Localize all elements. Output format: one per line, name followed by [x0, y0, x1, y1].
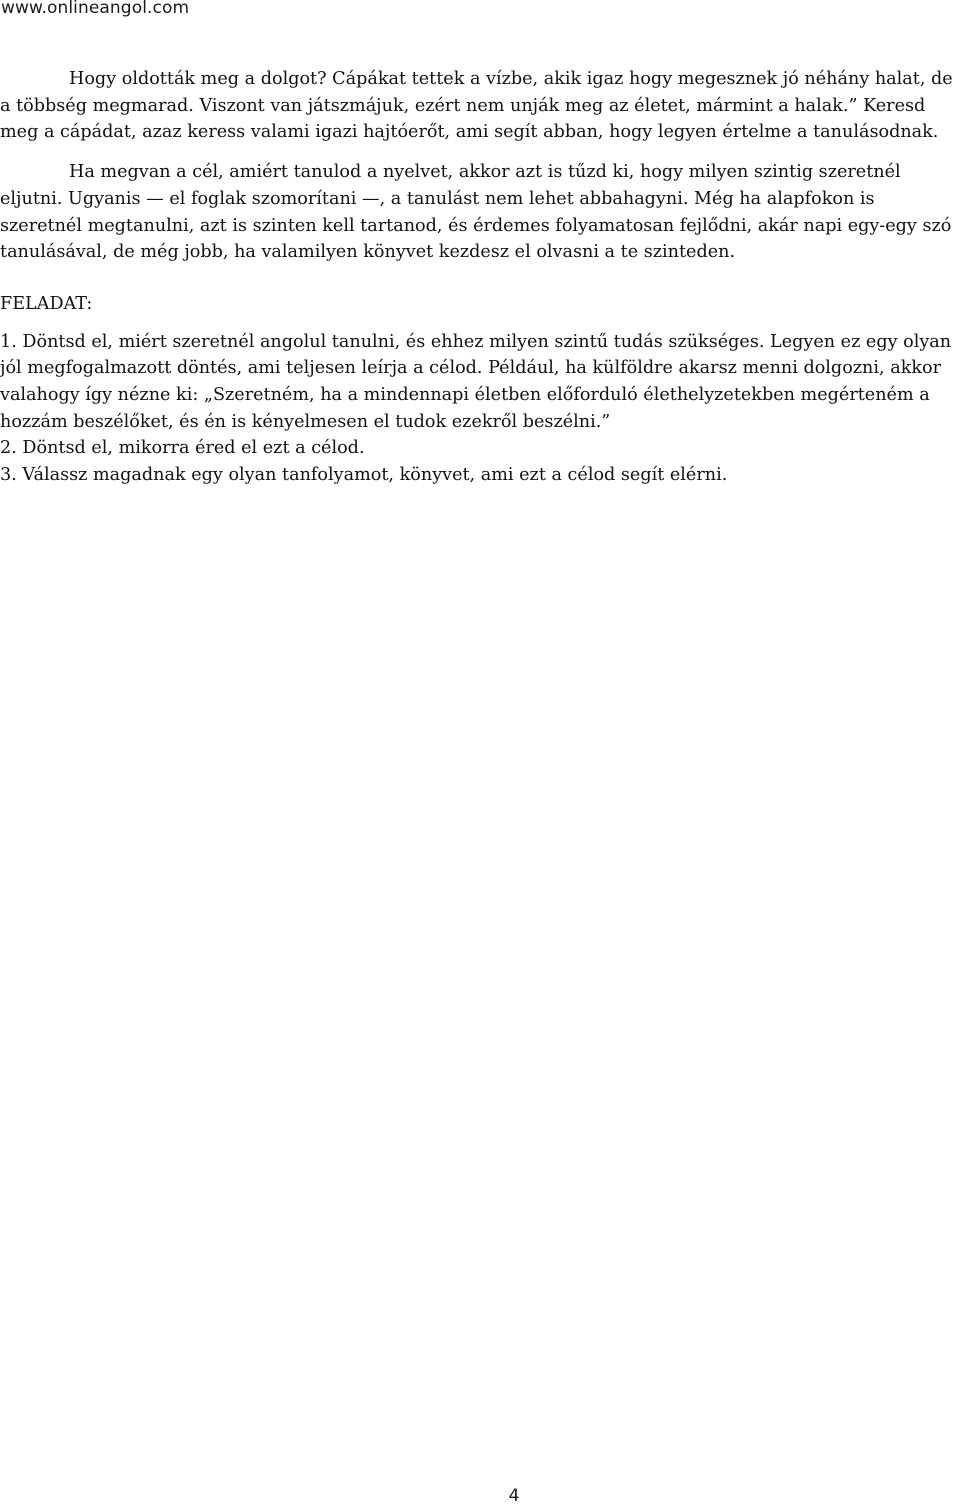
- paragraph-2: Ha megvan a cél, amiért tanulod a nyelvet, akkor azt is tűzd ki, hogy milyen szintig szeretnél eljutni. Ugyanis — el foglak szomorítani —, a tanulást nem lehet abbahagyni. Még ha alapfokon is szeretnél megtanulni, azt is szinten kell tartanod, és érdemes folyamatosan fejlődni, akár napi egy-egy szó tanulásával, de még jobb, ha valamilyen könyvet kezdesz el olvasni a te szinteden.: [0, 162, 952, 263]
- task-heading: FELADAT:: [0, 293, 93, 314]
- header-website-url: www.onlineangol.com: [1, 0, 190, 18]
- task-item-3: 3. Válassz magadnak egy olyan tanfolyamot, könyvet, ami ezt a célod segít elérni.: [0, 465, 728, 486]
- paragraph-1: Hogy oldották meg a dolgot? Cápákat tettek a vízbe, akik igaz hogy megesznek jó néhány halat, de a többség megmarad. Viszont van játszmájuk, ezért nem unják meg az életet, mármint a halak.” Keresd meg a cápádat, azaz keress valami igazi hajtóerőt, ami segít abban, hogy legyen értelme a tanulásodnak.: [0, 69, 953, 143]
- page-number: 4: [508, 1486, 520, 1506]
- task-item-2: 2. Döntsd el, mikorra éred el ezt a célod.: [0, 438, 365, 459]
- document-body: [0, 66, 958, 489]
- task-item-1: 1. Döntsd el, miért szeretnél angolul tanulni, és ehhez milyen szintű tudás szükséges. Legyen ez egy olyan jól megfogalmazott döntés, ami teljesen leírja a célod. Például, ha külföldre akarsz menni dolgozni, akkor valahogy így nézne ki: „Szeretném, ha a mindennapi életben előforduló élethelyzetekben megérteném a hozzám beszélőket, és én is kényelmesen el tudok ezekről beszélni.”: [0, 331, 952, 432]
